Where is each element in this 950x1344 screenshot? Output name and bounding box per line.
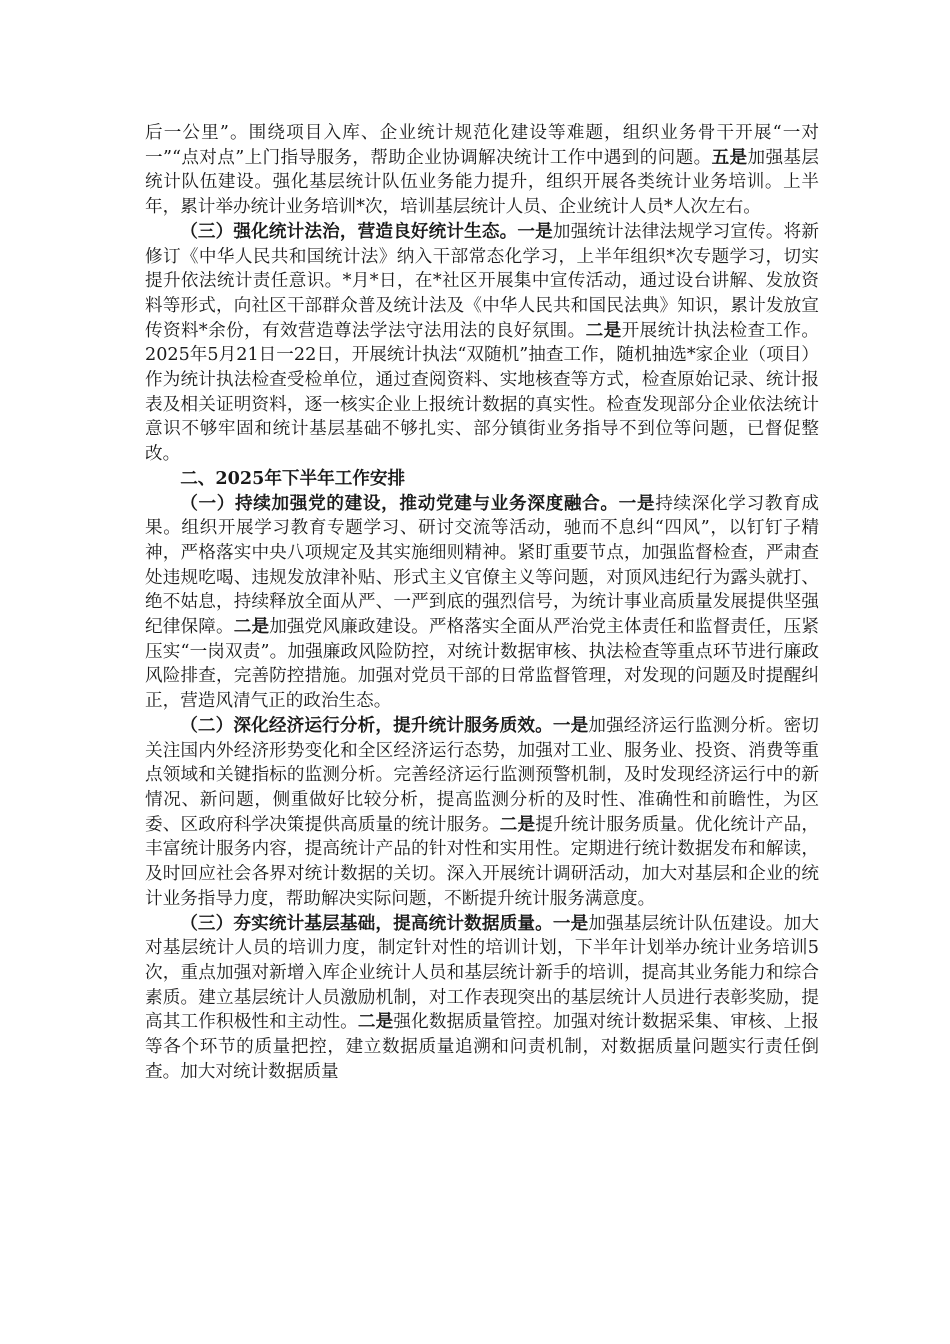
paragraph-6 bbox=[145, 912, 819, 1085]
bold-run: （三）强化统计法治，营造良好统计生态。一是 bbox=[180, 220, 553, 242]
text-run: 强化数据质量管控。加强对统计数据采集、审核、上报等各个环节的质量把控，建立数据质量追溯和问责机制，对数据质量问题实行责任倒查。加大对统计数据质量 bbox=[145, 1012, 819, 1082]
text-run: 持续深化学习教育成果。组织开展学习教育专题学习、研讨交流等活动，驰而不息纠“四风”，以钉钉子精神，严格落实中央八项规定及其实施细则精神。紧盯重要节点，加强监督检查，严肃查处违规吃喝、违规发放津补贴、形式主义官僚主义等问题，对顶风违纪行为露头就打、绝不姑息，持续释放全面从严、一严到底的强烈信号，为统计事业高质量发展提供坚强纪律保障。 bbox=[145, 493, 819, 638]
heading-text: 二、2025年下半年工作安排 bbox=[180, 467, 406, 489]
bold-run: 二是 bbox=[233, 616, 270, 638]
text-run: 加强统计法律法规学习宣传。将新修订《中华人民共和国统计法》纳入干部常态化学习，上半年组织*次专题学习，切实提升依法统计责任意识。*月*日，在*社区开展集中宣传活动，通过设台讲解、发放资料等形式，向社区干部群众普及统计法及《中华人民共和国民法典》知识，累计发放宣传资料*余份，有效营造尊法学法守法用法的良好氛围。 bbox=[145, 221, 819, 341]
text-run: 提升统计服务质量。优化统计产品，丰富统计服务内容，提高统计产品的针对性和实用性。定期进行统计数据发布和解读，及时回应社会各界对统计数据的关切。深入开展统计调研活动，加大对基层和企业的统计业务指导力度，帮助解决实际问题，不断提升统计服务满意度。 bbox=[145, 814, 819, 909]
text-run: 开展统计执法检查工作。2025年5月21日一22日，开展统计执法“双随机”抽查工作，随机抽选*家企业（项目）作为统计执法检查受检单位，通过查阅资料、实地核查等方式，检查原始记录、统计报表及相关证明资料，逐一核实企业上报统计数据的真实性。检查发现部分企业依法统计意识不够牢固和统计基层基础不够扎实、部分镇街业务指导不到位等问题，已督促整改。 bbox=[145, 320, 819, 465]
paragraph-5 bbox=[145, 714, 819, 912]
bold-run: 二是 bbox=[357, 1011, 394, 1033]
document-body bbox=[145, 121, 819, 1084]
bold-run: （二）深化经济运行分析，提升统计服务质效。一是 bbox=[180, 714, 589, 736]
bold-run: （一）持续加强党的建设，推动党建与业务深度融合。一是 bbox=[180, 492, 656, 514]
text-run: 加强基层统计队伍建设。加大对基层统计人员的培训力度，制定针对性的培训计划，下半年计划举办统计业务培训5次，重点加强对新增入库企业统计人员和基层统计新手的培训，提高其业务能力和综合素质。建立基层统计人员激励机制，对工作表现突出的基层统计人员进行表彰奖励，提高其工作积极性和主动性。 bbox=[145, 913, 819, 1033]
bold-run: （三）夯实统计基层基础，提高统计数据质量。一是 bbox=[180, 912, 589, 934]
bold-run: 二是 bbox=[585, 319, 622, 341]
section-heading bbox=[145, 467, 819, 492]
text-run: 后一公里”。围绕项目入库、企业统计规范化建设等难题，组织业务骨干开展“一对一”“点对点”上门指导服务，帮助企业协调解决统计工作中遇到的问题。 bbox=[145, 123, 819, 168]
paragraph-1 bbox=[145, 121, 819, 220]
bold-run: 五是 bbox=[711, 146, 748, 168]
paragraph-4 bbox=[145, 492, 819, 714]
text-run: 加强党风廉政建设。严格落实全面从严治党主体责任和监督责任，压紧压实“一岗双责”。加强廉政风险防控，对统计数据审核、执法检查等重点环节进行廉政风险排查，完善防控措施。加强对党员干部的日常监督管理，对发现的问题及时提醒纠正，营造风清气正的政治生态。 bbox=[145, 617, 819, 712]
text-run: 加强基层统计队伍建设。强化基层统计队伍业务能力提升，组织开展各类统计业务培训。上半年，累计举办统计业务培训*次，培训基层统计人员、企业统计人员*人次左右。 bbox=[145, 147, 819, 218]
bold-run: 二是 bbox=[499, 813, 536, 835]
paragraph-2 bbox=[145, 220, 819, 467]
text-run: 加强经济运行监测分析。密切关注国内外经济形势变化和全区经济运行态势，加强对工业、服务业、投资、消费等重点领域和关键指标的监测分析。完善经济运行监测预警机制，及时发现经济运行中的新情况、新问题，侧重做好比较分析，提高监测分析的及时性、准确性和前瞻性，为区委、区政府科学决策提供高质量的统计服务。 bbox=[145, 715, 819, 835]
